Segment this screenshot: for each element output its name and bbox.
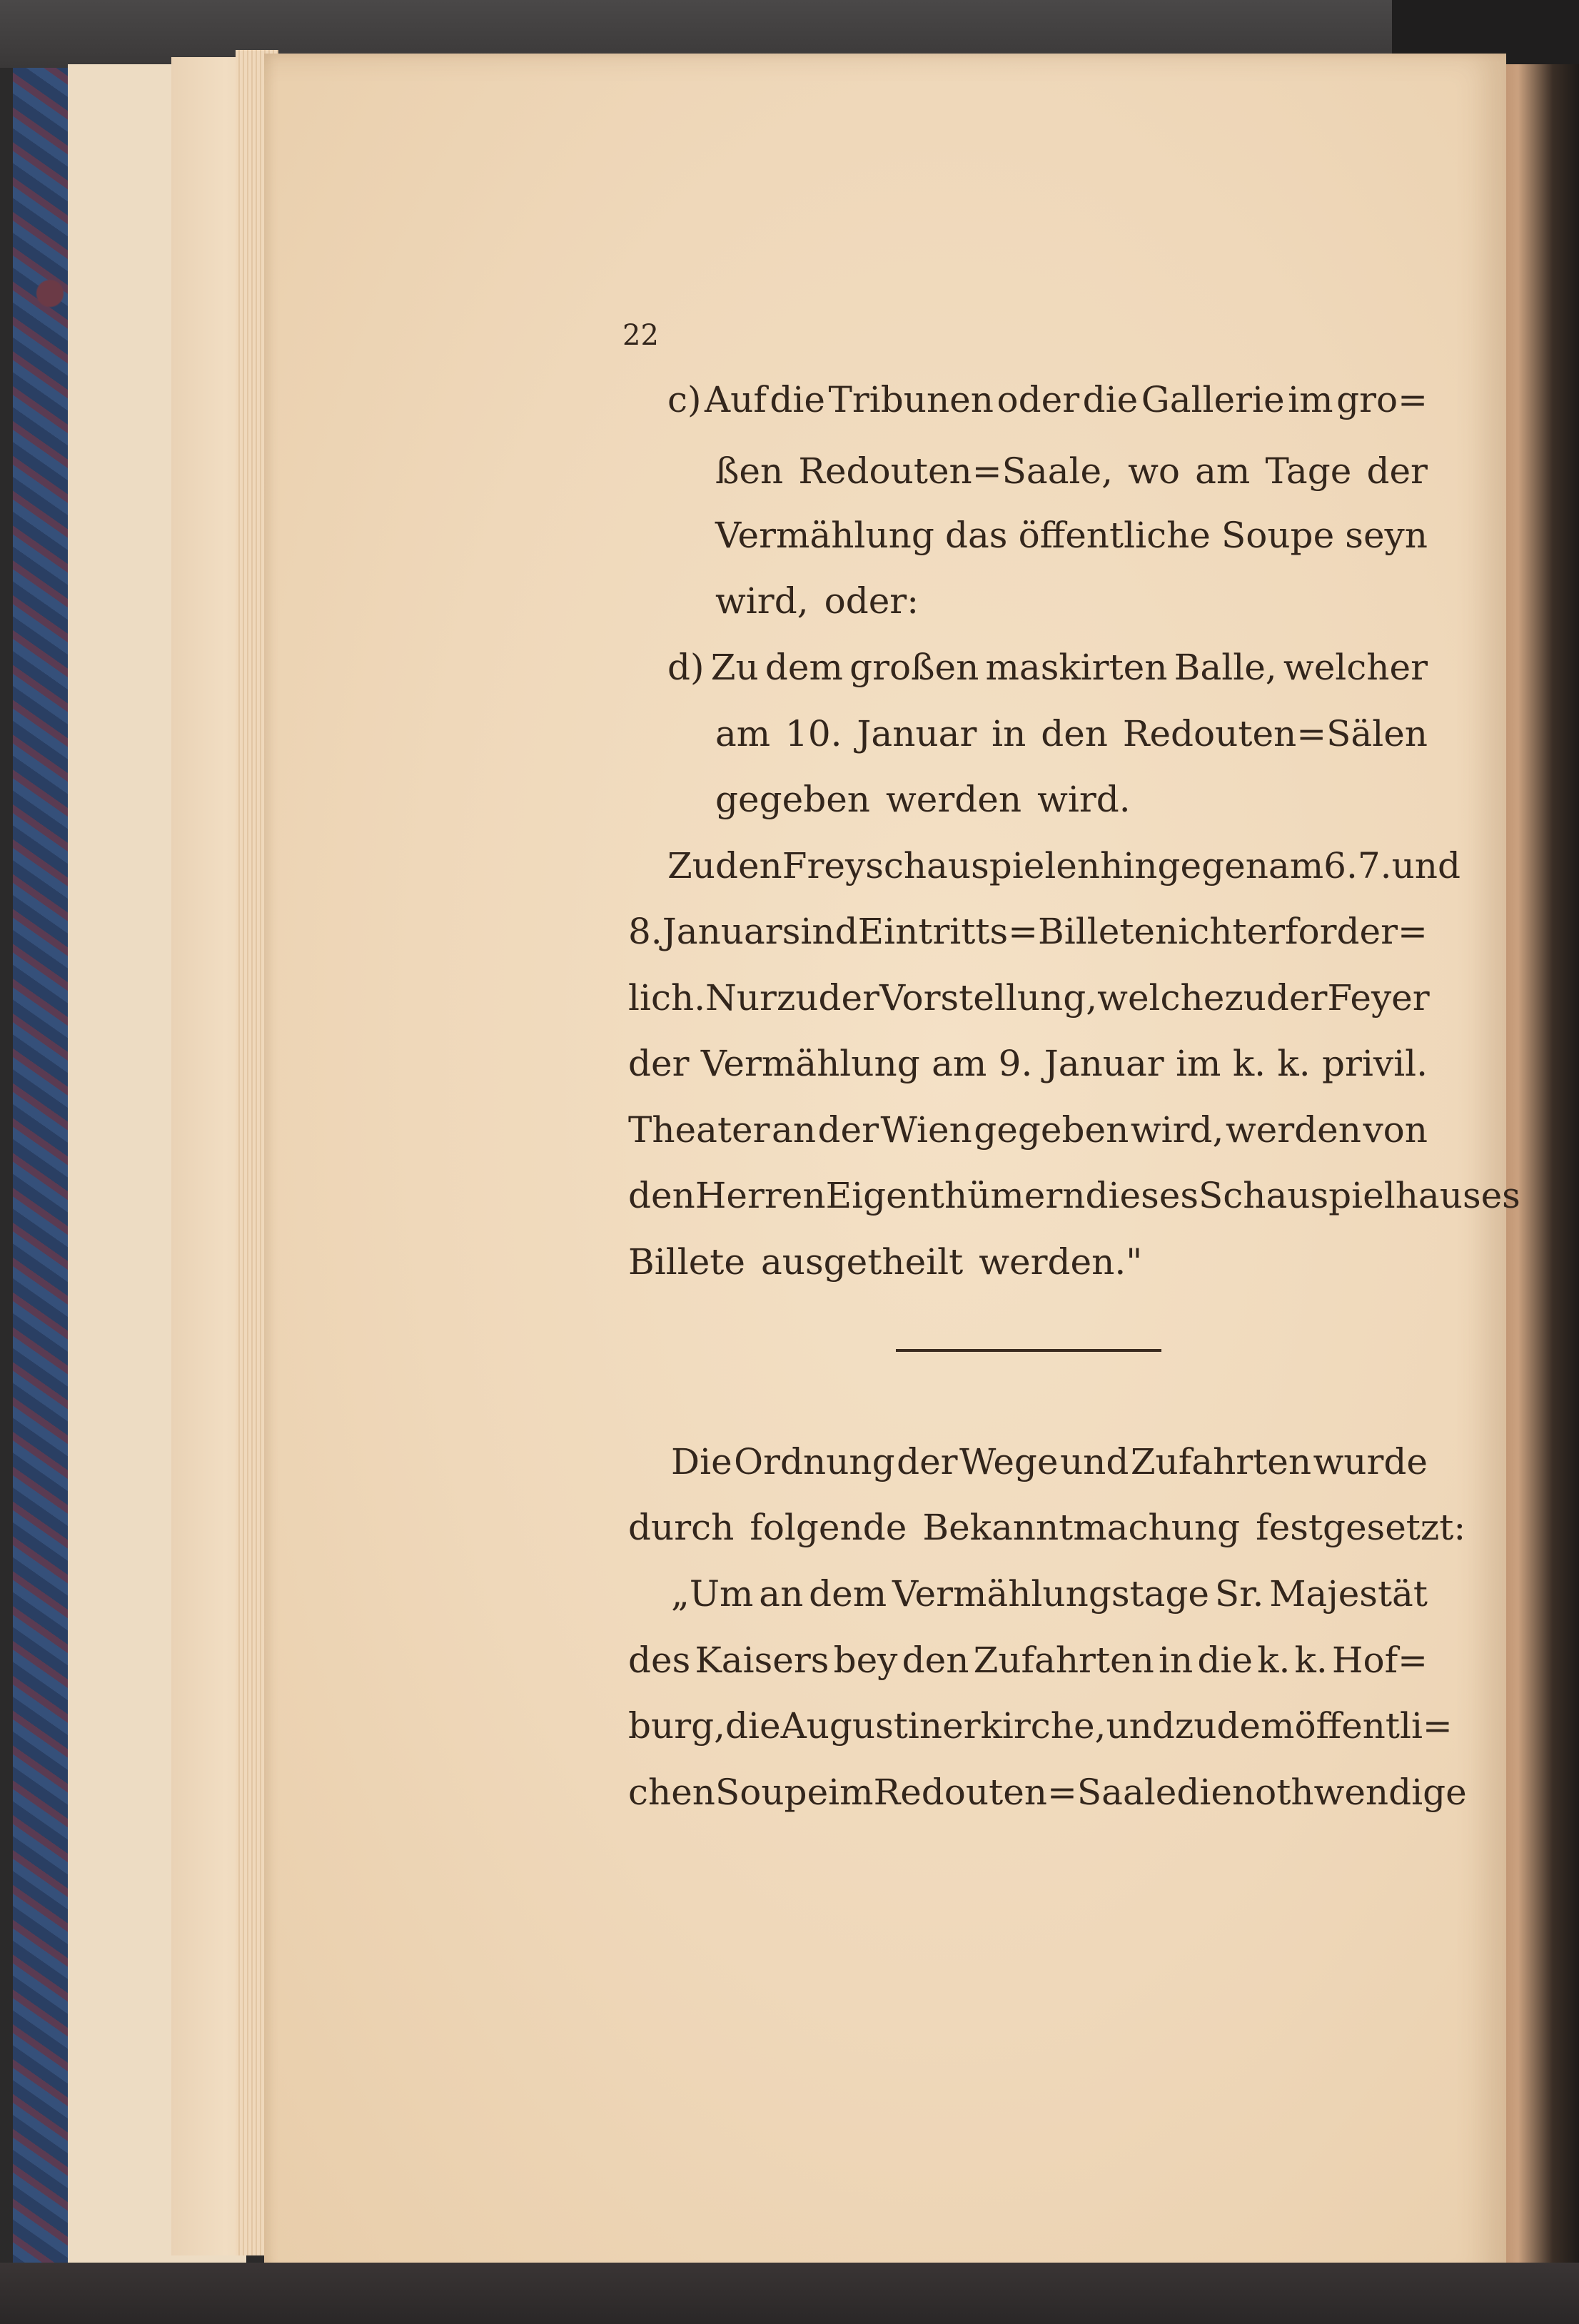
word: Eintritts=Billete	[857, 911, 1155, 952]
word: Billete	[628, 1241, 745, 1283]
word: den	[628, 1175, 695, 1216]
text-line	[628, 1506, 1466, 1549]
word: im	[1176, 1043, 1221, 1084]
word: hingegen	[1100, 845, 1268, 886]
word: zu	[776, 977, 819, 1019]
word: Vermählung	[715, 515, 934, 556]
word: öffentliche	[1018, 515, 1211, 556]
word: Soupe	[715, 1772, 829, 1813]
word: der	[818, 977, 879, 1019]
text-line	[628, 1108, 1428, 1151]
word: Bekanntmachung	[922, 1507, 1241, 1548]
word: der	[1366, 450, 1428, 492]
word: Die	[671, 1441, 732, 1482]
word: sind	[782, 911, 858, 952]
word: Freyschauspielen	[782, 845, 1101, 886]
word: Januar	[662, 911, 782, 952]
page-number: 22	[622, 319, 659, 352]
word: oder	[997, 379, 1080, 420]
word: Schauspielhauses	[1199, 1175, 1520, 1216]
word: des	[628, 1640, 691, 1681]
text-line	[715, 580, 919, 622]
word: c)	[667, 379, 702, 420]
word: 6.	[1323, 845, 1358, 886]
text-line	[667, 844, 1461, 887]
word: Kaisers	[695, 1640, 829, 1681]
word: Majestät	[1269, 1573, 1428, 1615]
word: öffentli=	[1294, 1705, 1453, 1747]
word: Balle,	[1174, 647, 1277, 688]
word: Zufahrten	[1130, 1441, 1312, 1482]
text-line	[715, 514, 1428, 557]
word: folgende	[750, 1507, 907, 1548]
word: dem	[765, 647, 843, 688]
word: in	[1159, 1640, 1194, 1681]
word: Redouten=Saale,	[798, 450, 1113, 492]
word: 7.	[1357, 845, 1392, 886]
word: die	[725, 1705, 781, 1747]
word: am	[1195, 450, 1251, 492]
word: Januar	[1044, 1043, 1164, 1084]
word: den	[715, 845, 782, 886]
text-line	[628, 1241, 1142, 1283]
word: dieses	[1085, 1175, 1199, 1216]
word: wo	[1128, 450, 1181, 492]
word: Sr.	[1214, 1573, 1264, 1615]
word: Vermählung	[700, 1043, 920, 1084]
word: zu	[1174, 1705, 1217, 1747]
word: großen	[849, 647, 979, 688]
text-line	[667, 378, 1428, 421]
word: 9.	[998, 1043, 1033, 1084]
word: welche	[1097, 977, 1225, 1019]
word: gegeben	[715, 779, 870, 820]
text-line	[628, 1639, 1428, 1682]
word: Vermählungstage	[892, 1573, 1209, 1615]
word: burg,	[628, 1705, 726, 1747]
word: am	[715, 713, 771, 754]
word: der	[817, 1109, 879, 1151]
word: Auf	[705, 379, 767, 420]
word: welcher	[1283, 647, 1428, 688]
word: Januar	[857, 713, 977, 754]
word: Zu	[710, 647, 759, 688]
word: und	[1391, 845, 1461, 886]
word: 8.	[628, 911, 662, 952]
word: in	[992, 713, 1026, 754]
word: „Um	[671, 1573, 754, 1615]
word: nicht	[1155, 911, 1247, 952]
word: das	[944, 515, 1008, 556]
word: wird,	[1130, 1109, 1224, 1151]
text-line	[715, 450, 1428, 492]
word: 10.	[785, 713, 842, 754]
word: chen	[628, 1772, 715, 1813]
word: werden	[886, 779, 1022, 820]
word: und	[1106, 1705, 1175, 1747]
word: an	[759, 1573, 804, 1615]
word: Tribunen	[828, 379, 994, 420]
word: Herren	[695, 1175, 826, 1216]
word: Eigenthümern	[825, 1175, 1086, 1216]
word: ßen	[715, 450, 784, 492]
word: wird.	[1037, 779, 1131, 820]
word: im	[1288, 379, 1333, 420]
text-line	[628, 1771, 1467, 1814]
word: durch	[628, 1507, 735, 1548]
word: Feyer	[1327, 977, 1430, 1019]
word: gro=	[1336, 379, 1428, 420]
word: die	[1176, 1772, 1232, 1813]
word: Tage	[1265, 450, 1352, 492]
word: k.	[1257, 1640, 1291, 1681]
word: Theater	[628, 1109, 770, 1151]
word: lich.	[628, 977, 706, 1019]
word: am	[1268, 845, 1324, 886]
word: privil.	[1321, 1043, 1428, 1084]
word: Ordnung	[734, 1441, 895, 1482]
word: Wien	[880, 1109, 972, 1151]
word: und	[1059, 1441, 1129, 1482]
word: Augustinerkirche,	[780, 1705, 1106, 1747]
word: den	[1041, 713, 1108, 754]
word: erforder=	[1246, 911, 1428, 952]
word: Hof=	[1331, 1640, 1428, 1681]
word: den	[902, 1640, 969, 1681]
word: festgesetzt:	[1256, 1507, 1466, 1548]
word: k.	[1232, 1043, 1266, 1084]
word: die	[1082, 379, 1139, 420]
word: nothwendige	[1231, 1772, 1467, 1813]
text-line	[715, 712, 1428, 755]
word: Soupe	[1221, 515, 1335, 556]
word: Zufahrten	[973, 1640, 1154, 1681]
word: werden."	[979, 1241, 1143, 1283]
text-line	[671, 1440, 1428, 1483]
word: wurde	[1313, 1441, 1428, 1482]
word: bey	[833, 1640, 898, 1681]
word: Redouten=Sälen	[1122, 713, 1428, 754]
word: k.	[1294, 1640, 1328, 1681]
word: im	[828, 1772, 874, 1813]
word: der	[897, 1441, 958, 1482]
word: ausgetheilt	[761, 1241, 964, 1283]
word: von	[1363, 1109, 1428, 1151]
word: d)	[667, 647, 705, 688]
word: Gallerie	[1141, 379, 1285, 420]
word: der	[1266, 977, 1328, 1019]
word: Redouten=Saale	[873, 1772, 1177, 1813]
text-line	[628, 1174, 1520, 1217]
word: oder:	[824, 580, 919, 622]
word: k.	[1277, 1043, 1311, 1084]
word: zu	[1224, 977, 1266, 1019]
word: seyn	[1345, 515, 1428, 556]
word: Vorstellung,	[879, 977, 1098, 1019]
text-line	[671, 1572, 1428, 1615]
word: am	[932, 1043, 987, 1084]
word: der	[628, 1043, 690, 1084]
word: die	[1197, 1640, 1253, 1681]
word: die	[770, 379, 825, 420]
word: maskirten	[985, 647, 1168, 688]
text-line	[628, 1704, 1453, 1747]
word: wird,	[715, 580, 809, 622]
word: dem	[1216, 1705, 1295, 1747]
text-line	[715, 778, 1131, 821]
section-divider	[896, 1349, 1161, 1352]
text-line	[628, 976, 1428, 1019]
word: werden	[1225, 1109, 1361, 1151]
text-line	[628, 910, 1428, 953]
word: Nur	[705, 977, 777, 1019]
text-line	[628, 1042, 1428, 1085]
word: Wege	[959, 1441, 1059, 1482]
word: gegeben	[974, 1109, 1129, 1151]
word: an	[772, 1109, 817, 1151]
text-line	[667, 646, 1428, 689]
word: Zu	[667, 845, 715, 886]
word: dem	[809, 1573, 887, 1615]
